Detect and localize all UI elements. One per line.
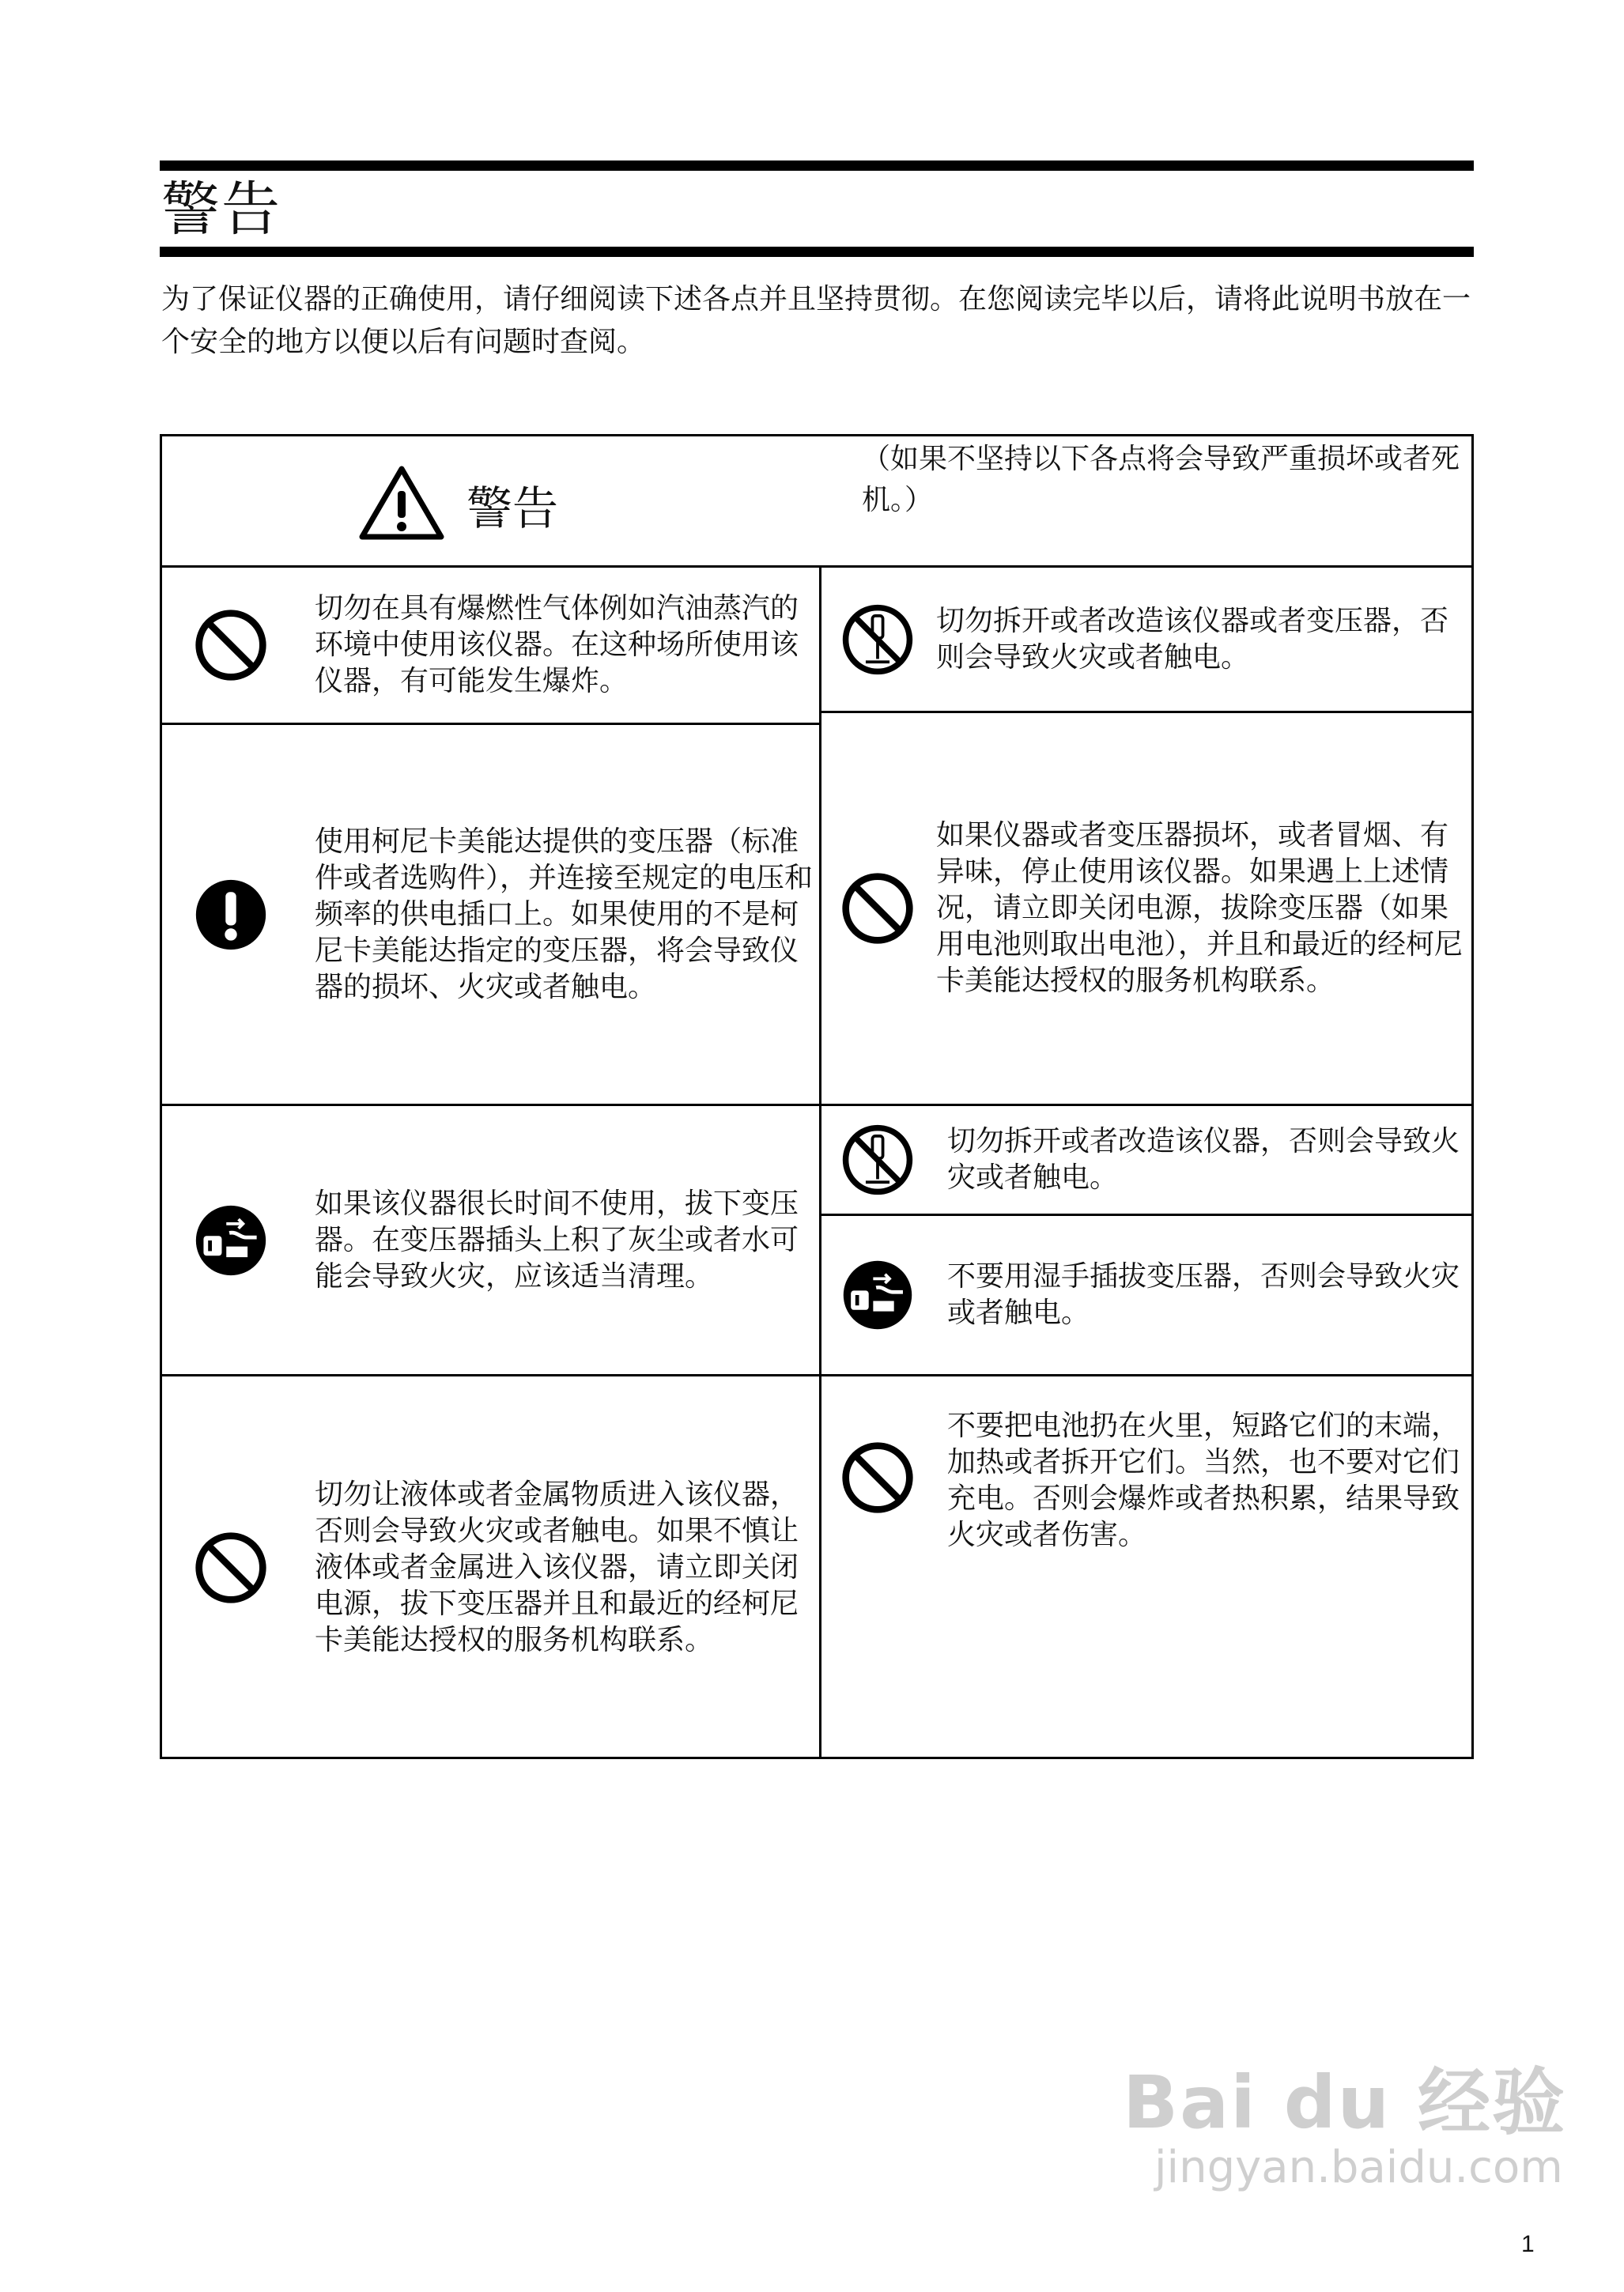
prohibition-icon xyxy=(838,870,917,946)
table-divider xyxy=(819,565,821,1759)
warning-item xyxy=(176,725,816,1104)
warning-text: 切勿拆开或者改造该仪器或者变压器，否则会导致火灾或者触电。 xyxy=(936,604,1449,674)
warning-text: 使用柯尼卡美能达提供的变压器（标准件或者选购件），并连接至规定的电压和频率的供电插口上。如果使用的不是柯尼卡美能达指定的变压器，将会导致仪器的损坏、火灾或者触电。 xyxy=(315,825,814,1003)
warning-item xyxy=(176,568,816,723)
warning-item xyxy=(838,1216,1471,1374)
warning-item xyxy=(838,568,1471,711)
warning-text: 切勿在具有爆燃性气体例如汽油蒸汽的环境中使用该仪器。在这种场所使用该仪器，有可能发生爆炸。 xyxy=(315,592,799,697)
warning-item xyxy=(176,1376,816,1759)
title-rule-bottom xyxy=(160,247,1474,257)
warning-text: 不要把电池扔在火里，短路它们的末端，加热或者拆开它们。当然，也不要对它们充电。否则会爆炸或者热积累，结果导致火灾或者伤害。 xyxy=(947,1410,1460,1551)
warning-text: 如果该仪器很长时间不使用，拔下变压器。在变压器插头上积了灰尘或者水可能会导致火灾，应该适当清理。 xyxy=(315,1187,799,1293)
warning-item xyxy=(838,713,1471,1104)
warning-item xyxy=(838,1106,1471,1214)
watermark-logo: Bai du 经验 xyxy=(1123,2060,1567,2145)
prohibition-icon xyxy=(176,607,286,683)
warning-item xyxy=(838,1376,1471,1759)
warning-text: 切勿拆开或者改造该仪器，否则会导致火灾或者触电。 xyxy=(947,1125,1460,1194)
table-header-label: 警告 xyxy=(466,481,559,535)
page-title: 警告 xyxy=(161,176,281,244)
title-rule-top xyxy=(160,160,1474,171)
unplug-icon xyxy=(838,1258,917,1332)
prohibition-icon xyxy=(176,1530,286,1606)
no-disassembly-icon xyxy=(838,602,917,677)
prohibition-icon xyxy=(838,1440,917,1516)
warning-text: 不要用湿手插拔变压器，否则会导致火灾或者触电。 xyxy=(947,1260,1460,1329)
intro-paragraph: 为了保证仪器的正确使用，请仔细阅读下述各点并且坚持贯彻。在您阅读完毕以后，请将此说明书放在一个安全的地方以便以后有问题时查阅。 xyxy=(161,283,1471,358)
watermark xyxy=(1123,2060,1567,2193)
table-header-note: （如果不坚持以下各点将会导致严重损坏或者死机。） xyxy=(862,443,1460,516)
unplug-icon xyxy=(176,1203,286,1278)
no-disassembly-icon xyxy=(838,1123,917,1197)
warning-text: 如果仪器或者变压器损坏，或者冒烟、有异味，停止使用该仪器。如果遇上上述情况，请立即关闭电源，拔除变压器（如果用电池则取出电池），并且和最近的经柯尼卡美能达授权的服务机构联系。 xyxy=(936,819,1463,997)
warning-triangle-icon xyxy=(357,464,446,545)
warning-text: 切勿让液体或者金属物质进入该仪器，否则会导致火灾或者触电。如果不慎让液体或者金属进入该仪器，请立即关闭电源，拔下变压器并且和最近的经柯尼卡美能达授权的服务机构联系。 xyxy=(315,1478,799,1656)
table-header-warning xyxy=(357,463,558,546)
watermark-url: jingyan.baidu.com xyxy=(1154,2142,1563,2193)
mandatory-icon xyxy=(176,877,286,953)
page-number: 1 xyxy=(1521,2231,1535,2257)
warning-item xyxy=(176,1106,816,1374)
